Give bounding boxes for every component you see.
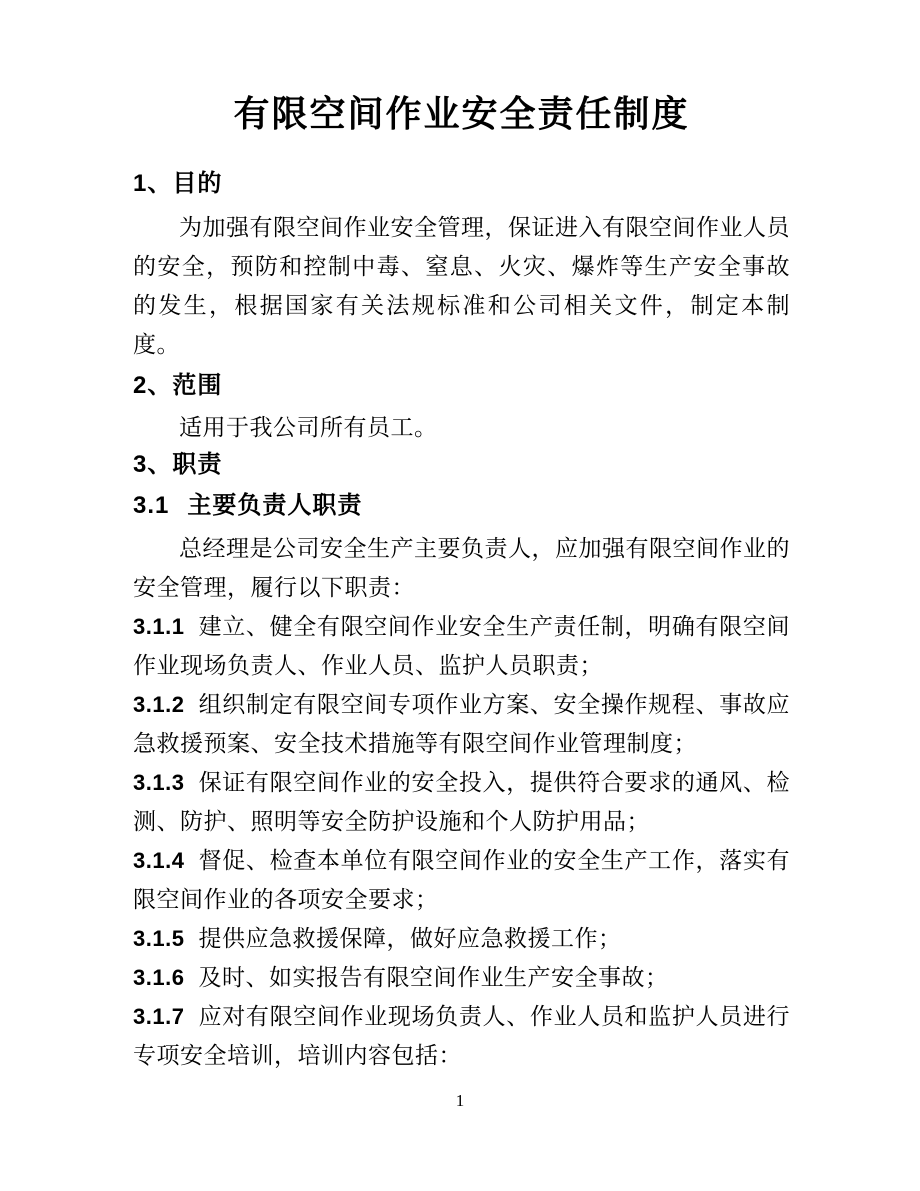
clause-number: 3.1.5: [133, 926, 185, 951]
page-number: 1: [455, 1091, 465, 1110]
section-heading-duties: 3、职责: [133, 451, 223, 478]
clause-item-3-1-1: [133, 607, 790, 685]
section-heading-scope: 2、范围: [133, 372, 223, 399]
clause-item-3-1-4: [133, 841, 790, 919]
clause-text: 及时、如实报告有限空间作业生产安全事故；: [198, 965, 669, 990]
clause-number: 3.1.1: [133, 614, 185, 639]
clause-item-3-1-6: [133, 958, 790, 997]
clause-text: 提供应急救援保障，做好应急救援工作；: [198, 926, 622, 951]
clause-number: 3.1.6: [133, 965, 185, 990]
clause-number: 3.1.2: [133, 692, 185, 717]
clause-number: 3.1.4: [133, 848, 185, 873]
purpose-paragraph: 为加强有限空间作业安全管理，保证进入有限空间作业人员的安全，预防和控制中毒、窒息、火灾、爆炸等生产安全事故的发生，根据国家有关法规标准和公司相关文件，制定本制度。: [133, 215, 790, 357]
duties-intro-paragraph: 总经理是公司安全生产主要负责人，应加强有限空间作业的安全管理，履行以下职责：: [133, 536, 790, 600]
clause-text: 保证有限空间作业的安全投入，提供符合要求的通风、检测、防护、照明等安全防护设施和个人防护用品；: [133, 770, 790, 834]
clause-number: 3.1.7: [133, 1004, 185, 1029]
subsection-number: 3.1: [133, 492, 170, 519]
scope-paragraph: 适用于我公司所有员工。: [179, 415, 438, 440]
document-title: 有限空间作业安全责任制度: [233, 94, 690, 134]
clause-text: 督促、检查本单位有限空间作业的安全生产工作，落实有限空间作业的各项安全要求；: [133, 848, 790, 912]
clause-item-3-1-2: [133, 685, 790, 763]
clause-text: 应对有限空间作业现场负责人、作业人员和监护人员进行专项安全培训，培训内容包括：: [133, 1004, 790, 1068]
clause-item-3-1-3: [133, 763, 790, 841]
subsection-label: 主要负责人职责: [187, 492, 363, 519]
clause-text: 建立、健全有限空间作业安全生产责任制，明确有限空间作业现场负责人、作业人员、监护人员职责；: [133, 614, 790, 678]
subsection-heading-3-1: [133, 487, 790, 525]
clause-number: 3.1.3: [133, 770, 185, 795]
clause-item-3-1-5: [133, 919, 790, 958]
clause-item-3-1-7: [133, 997, 790, 1075]
clause-text: 组织制定有限空间专项作业方案、安全操作规程、事故应急救援预案、安全技术措施等有限空间作业管理制度；: [133, 692, 790, 756]
page-footer: [0, 1090, 920, 1112]
section-heading-purpose: 1、目的: [133, 170, 223, 197]
